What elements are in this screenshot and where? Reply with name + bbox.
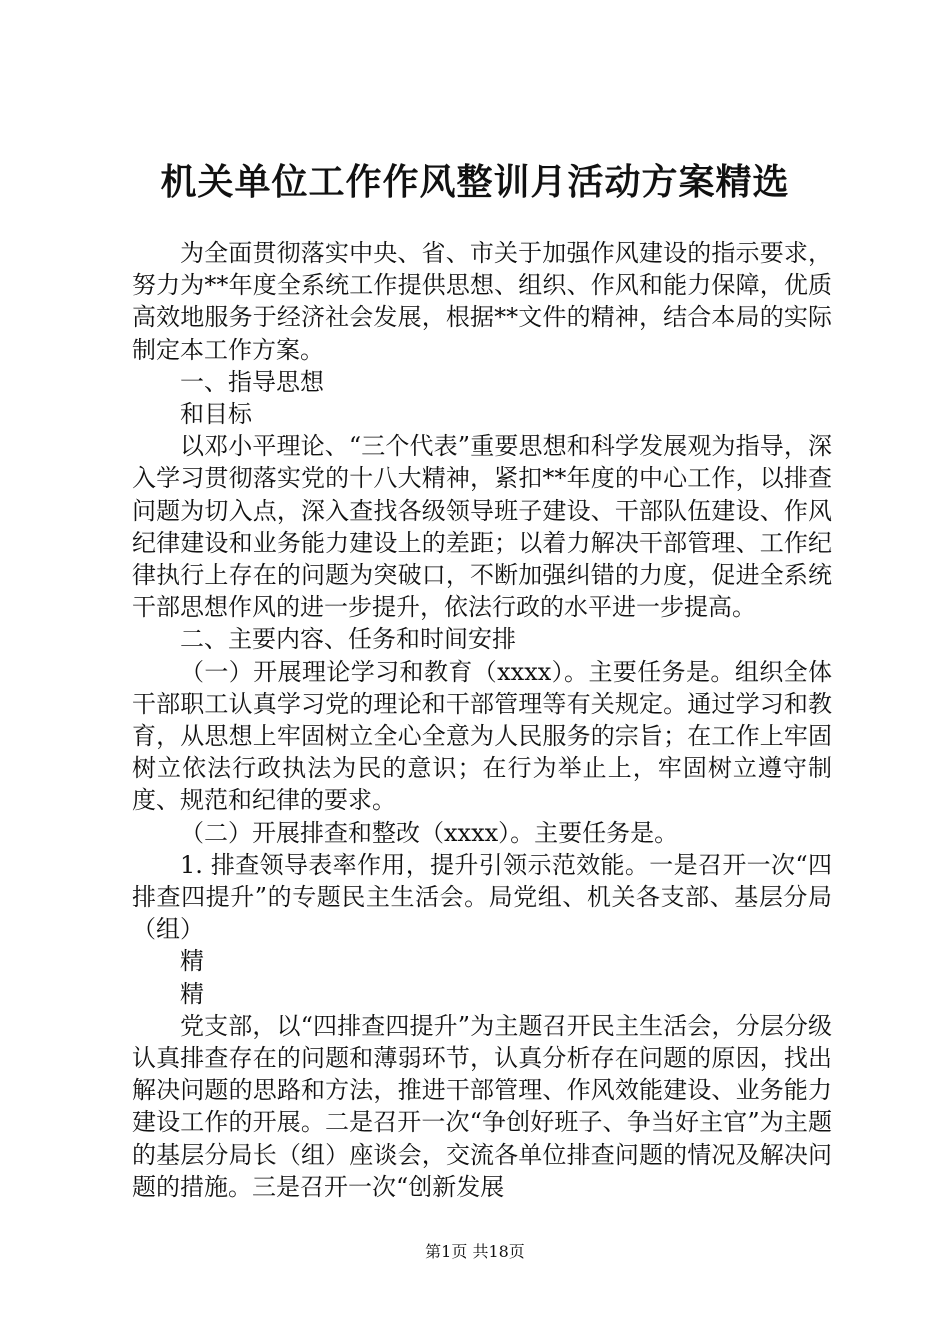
document-title: 机关单位工作作风整训月活动方案精选 [160, 161, 790, 203]
heading-goals: 和目标 [180, 400, 252, 429]
paragraph-inspection: （二）开展排查和整改（xxxx）。主要任务是。 [180, 818, 679, 847]
paragraph-intro: 为全面贯彻落实中央、省、市关于加强作风建设的指示要求，努力为**年度全系统工作提供思想、组织、作风和能力保障，优质高效地服务于经济社会发展，根据**文件的精神，结合本局的实际制定本工作方案。 [132, 239, 832, 364]
heading-guiding-thought: 一、指导思想 [180, 367, 324, 396]
stray-text-2: 精 [180, 979, 204, 1008]
page-footer: 第1页 共18页 [425, 1242, 525, 1261]
paragraph-party-branch: 党支部，以“四排查四提升”为主题召开民主生活会，分层分级认真排查存在的问题和薄弱环节，认真分析存在问题的原因，找出解决问题的思路和方法，推进干部管理、作风效能建设、业务能力建设工作的开展。二是召开一次“争创好班子、争当好主官”为主题的基层分局长（组）座谈会，交流各单位排查问题的情况及解决问题的措施。三是召开一次“创新发展 [132, 1011, 832, 1201]
document-body [132, 237, 832, 1203]
paragraph-leadership: 1. 排查领导表率作用，提升引领示范效能。一是召开一次“四排查四提升”的专题民主生活会。局党组、机关各支部、基层分局（组） [132, 850, 832, 944]
paragraph-theory-study: （一）开展理论学习和教育（xxxx）。主要任务是。组织全体干部职工认真学习党的理论和干部管理等有关规定。通过学习和教育，从思想上牢固树立全心全意为人民服务的宗旨；在工作上牢固树立依法行政执法为民的意识；在行为举止上，牢固树立遵守制度、规范和纪律的要求。 [132, 657, 832, 815]
heading-main-content: 二、主要内容、任务和时间安排 [180, 625, 516, 654]
stray-text-1: 精 [180, 947, 204, 976]
paragraph-guiding-thought: 以邓小平理论、“三个代表”重要思想和科学发展观为指导，深入学习贯彻落实党的十八大精神，紧扣**年度的中心工作，以排查问题为切入点，深入查找各级领导班子建设、干部队伍建设、作风纪律建设和业务能力建设上的差距；以着力解决干部管理、工作纪律执行上存在的问题为突破口，不断加强纠错的力度，促进全系统干部思想作风的进一步提升，依法行政的水平进一步提高。 [132, 432, 832, 622]
